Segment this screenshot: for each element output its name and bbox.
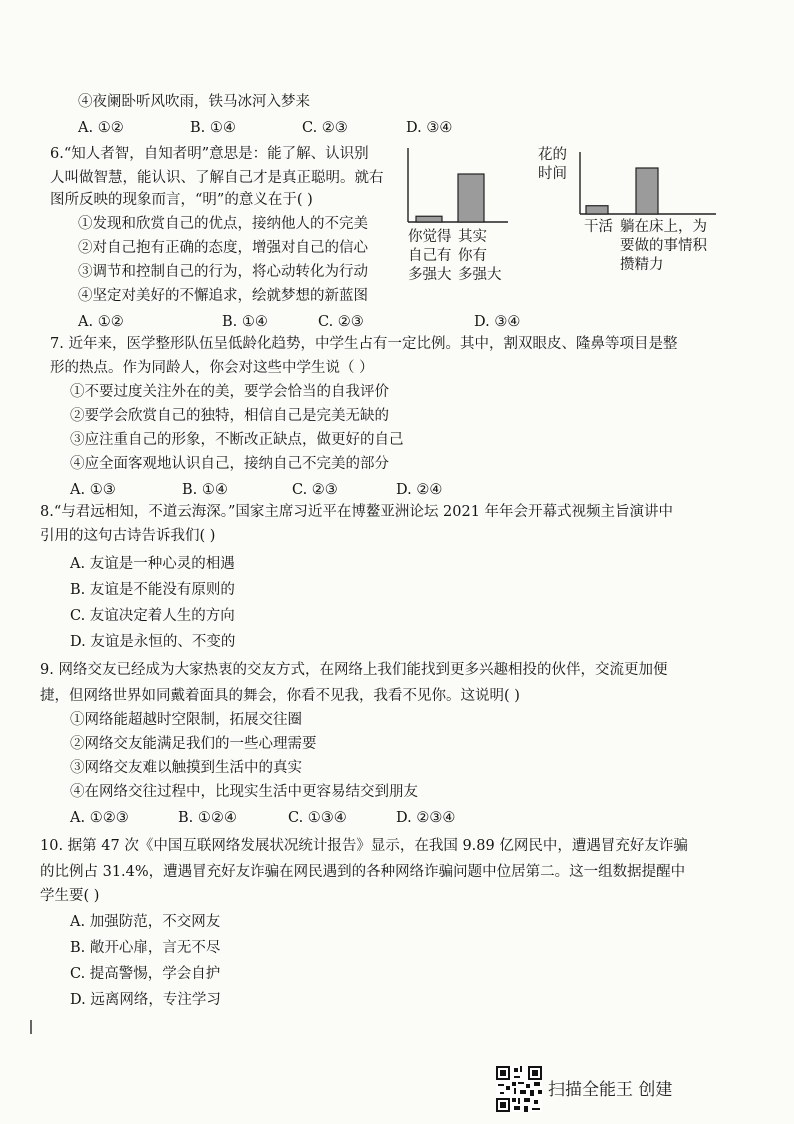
q7-option-c: C. ②③	[292, 482, 338, 498]
q9-statement-2: ②网络交友能满足我们的一些心理需要	[70, 736, 317, 752]
q7-option-d: D. ②④	[396, 482, 443, 498]
chart1-cat1-line-1: 你觉得	[408, 229, 452, 245]
chart1-cat2-line-2: 你有	[458, 248, 487, 264]
q6-statement-1: ①发现和欣赏自己的优点，接纳他人的不完美	[78, 216, 368, 232]
chart2-bar-2	[636, 168, 658, 214]
q10-option-d: D. 远离网络，专注学习	[70, 992, 221, 1008]
q6-option-a: A. ①②	[78, 314, 124, 330]
q7-statement-3: ③应注重自己的形象，不断改正缺点，做更好的自己	[70, 432, 404, 448]
q9-stem-line-2: 捷，但网络世界如同戴着面具的舞会，你看不见我，我看不见你。这说明( )	[40, 688, 520, 704]
q9-option-b: B. ①②④	[178, 810, 237, 826]
q6-option-c: C. ②③	[318, 314, 364, 330]
q6-stem-line-3: 图所反映的现象而言，“明”的意义在于( )	[50, 192, 313, 208]
q7-statement-4: ④应全面客观地认识自己，接纳自己不完美的部分	[70, 456, 389, 472]
chart1-bar-2	[458, 174, 484, 222]
q7-option-a: A. ①③	[70, 482, 116, 498]
scan-edge-mark	[30, 1020, 32, 1034]
q5-option-a: A. ①②	[78, 120, 124, 136]
q6-options	[78, 312, 521, 332]
q10-option-c: C. 提高警惕，学会自护	[70, 966, 221, 982]
chart2-cat2-line-3: 攒精力	[620, 257, 664, 273]
chart1-category-label-1	[408, 228, 452, 285]
q8-stem-line-2: 引用的这句古诗告诉我们( )	[40, 528, 216, 544]
q5-option-d: D. ③④	[406, 120, 453, 136]
q9-statement-1: ①网络能超越时空限制，拓展交往圈	[70, 712, 302, 728]
q6-stem-line-2: 人叫做智慧，能认识、了解自己才是真正聪明。就右	[50, 170, 384, 186]
chart1-cat1-line-3: 多强大	[408, 267, 452, 283]
chart2-cat2-line-2: 要做的事情积	[620, 238, 707, 254]
q10-stem-line-3: 学生要( )	[40, 888, 100, 904]
chart2-category-label-1	[584, 218, 613, 237]
q9-stem-line-1: 9. 网络交友已经成为大家热衷的交友方式，在网络上我们能找到更多兴趣相投的伙伴，交流更加便	[40, 662, 668, 678]
chart1-bar-1	[416, 216, 442, 222]
chart-self-perception	[404, 146, 514, 292]
q10-option-a: A. 加强防范，不交网友	[70, 914, 221, 930]
q6-statement-2: ②对自己抱有正确的态度，增强对自己的信心	[78, 240, 368, 256]
q5-option-c: C. ②③	[302, 120, 348, 136]
q7-statement-1: ①不要过度关注外在的美，要学会恰当的自我评价	[70, 384, 389, 400]
q8-option-a: A. 友谊是一种心灵的相遇	[70, 556, 235, 572]
q6-statement-3: ③调节和控制自己的行为，将心动转化为行动	[78, 264, 368, 280]
q7-statement-2: ②要学会欣赏自己的独特，相信自己是完美无缺的	[70, 408, 389, 424]
q7-option-b: B. ①④	[182, 482, 228, 498]
q9-statement-3: ③网络交友难以触摸到生活中的真实	[70, 760, 302, 776]
chart-time-spent-plot	[538, 146, 718, 226]
chart2-bar-1	[586, 206, 608, 214]
chart2-category-label-2	[620, 218, 707, 275]
chart1-category-label-2	[458, 228, 502, 285]
q10-stem-line-1: 10. 据第 47 次《中国互联网络发展状况统计报告》显示，在我国 9.89 亿网民中，遭遇冒充好友诈骗	[40, 838, 688, 854]
q8-option-c: C. 友谊决定着人生的方向	[70, 608, 235, 624]
q7-options	[70, 480, 490, 500]
q6-stem-line-1: 6.“知人者智，自知者明”意思是：能了解、认识别	[50, 146, 369, 162]
q9-statement-4: ④在网络交往过程中，比现实生活中更容易结交到朋友	[70, 784, 418, 800]
q8-stem-line-1: 8.“与君远相知，不道云海深。”国家主席习近平在博鳌亚洲论坛 2021 年年会开幕式视频主旨演讲中	[40, 504, 674, 520]
q6-option-d: D. ③④	[474, 314, 521, 330]
chart2-cat2-line-1: 躺在床上，为	[620, 219, 707, 235]
q9-option-c: C. ①③④	[288, 810, 347, 826]
qr-code-icon	[496, 1066, 542, 1112]
q6-statement-4: ④坚定对美好的不懈追求，绘就梦想的新蓝图	[78, 288, 368, 304]
q5-options	[78, 118, 478, 138]
chart-self-perception-plot	[404, 146, 514, 226]
q8-option-b: B. 友谊是不能没有原则的	[70, 582, 235, 598]
chart1-cat1-line-2: 自己有	[408, 248, 452, 264]
q5-option-b: B. ①④	[190, 120, 236, 136]
q7-stem-line-2: 形的热点。作为同龄人，你会对这些中学生说（ ）	[50, 360, 374, 376]
q9-option-d: D. ②③④	[396, 810, 456, 826]
q10-stem-line-2: 的比例占 31.4%，遭遇冒充好友诈骗在网民遇到的各种网络诈骗问题中位居第二。这一组数据提醒中	[40, 864, 686, 880]
chart1-cat2-line-3: 多强大	[458, 267, 502, 283]
q9-options	[70, 808, 490, 828]
q8-option-d: D. 友谊是永恒的、不变的	[70, 634, 236, 650]
scanner-watermark-label: 扫描全能王 创建	[548, 1080, 673, 1100]
q7-stem-line-1: 7. 近年来，医学整形队伍呈低龄化趋势，中学生占有一定比例。其中，割双眼皮、隆鼻等项目是整	[50, 336, 678, 352]
chart2-cat1-line-1: 干活	[584, 219, 613, 235]
chart2-ylabel-line-1: 花的	[538, 147, 567, 163]
q5-statement-4: ④夜阑卧听风吹雨，铁马冰河入梦来	[78, 94, 310, 110]
q6-option-b: B. ①④	[222, 314, 268, 330]
chart2-ylabel-line-2: 时间	[538, 166, 567, 182]
q10-option-b: B. 敞开心扉，言无不尽	[70, 940, 221, 956]
chart1-cat2-line-1: 其实	[458, 229, 487, 245]
chart-time-spent	[538, 146, 718, 286]
q9-option-a: A. ①②③	[70, 810, 129, 826]
